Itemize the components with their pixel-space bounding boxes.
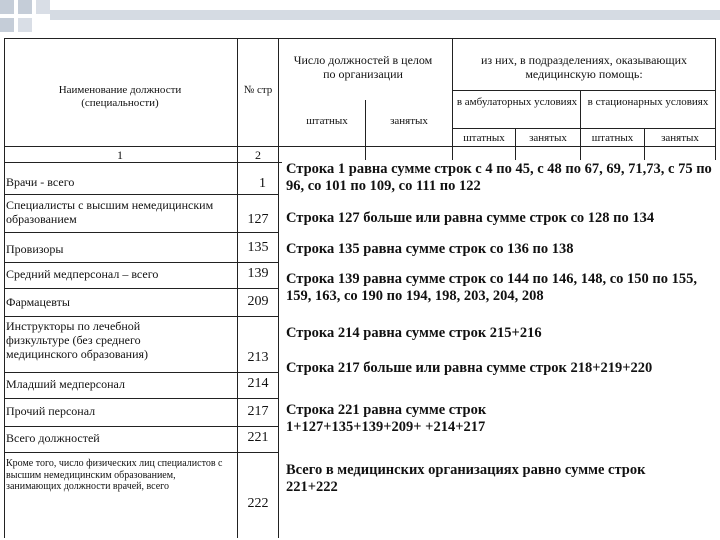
- note-row-1: Строка 1 равна сумме строк с 4 по 45, с 48 по 67, 69, 71,73, с 75 по 96, со 101 по 109, со 111 по 122: [282, 160, 718, 195]
- note-row-135: Строка 135 равна сумме строк со 136 по 138: [282, 240, 718, 259]
- row-number-221: 221: [247, 430, 269, 445]
- header-sub-group: из них, в подразделениях, оказывающих медицинскую помощь:: [480, 53, 688, 81]
- row-number-139: 139: [247, 266, 269, 281]
- row-number-1: 1: [259, 176, 266, 191]
- row-label-pharmacists: Провизоры: [6, 242, 64, 256]
- header-name-column: Наименование должности (специальности): [58, 84, 182, 109]
- note-row-139: Строка 139 равна сумме строк со 144 по 146, 148, со 150 по 155, 159, 163, со 190 по 194, 198, 203, 204, 208: [282, 270, 718, 305]
- note-row-214: Строка 214 равна сумме строк 215+216: [282, 324, 718, 343]
- row-label-junior-staff: Младший медперсонал: [6, 377, 125, 391]
- header-inpatient: в стационарных условиях: [587, 96, 709, 108]
- row-label-total-positions: Всего должностей: [6, 431, 100, 445]
- header-outpatient-staff: штатных: [463, 132, 505, 144]
- row-number-213: 213: [247, 350, 269, 365]
- row-number-214: 214: [247, 376, 269, 391]
- header-inpatient-occupied: занятых: [661, 132, 699, 144]
- note-row-221: Строка 221 равна сумме строк 1+127+135+139+209+ +214+217: [282, 401, 590, 436]
- header-staff: штатных: [306, 115, 348, 127]
- column-number-2: 2: [255, 148, 261, 162]
- header-inpatient-staff: штатных: [591, 132, 634, 144]
- row-number-209: 209: [247, 294, 269, 309]
- row-number-222: 222: [247, 496, 269, 511]
- column-number-1: 1: [117, 148, 123, 162]
- note-total: Всего в медицинских организациях равно сумме строк 221+222: [282, 461, 700, 496]
- header-num-column: № стр: [243, 84, 273, 96]
- row-label-physio-instructors: Инструкторы по лечебной физкультуре (без среднего медицинского образования): [6, 319, 149, 361]
- row-label-additional-persons: Кроме того, число физических лиц специалистов с высшим немедицинским образованием, занимающих должности врачей, всего: [6, 458, 223, 492]
- row-label-nursing-staff: Средний медперсонал – всего: [6, 267, 159, 281]
- note-row-127: Строка 127 больше или равна сумме строк со 128 по 134: [282, 209, 718, 228]
- header-occupied: занятых: [390, 115, 428, 127]
- row-label-pharmacy-technicians: Фармацевты: [6, 295, 70, 309]
- row-label-doctors: Врачи - всего: [6, 175, 75, 189]
- row-label-other-staff: Прочий персонал: [6, 404, 96, 418]
- row-label-non-medical-specialists: Специалисты с высшим немедицинским образованием: [6, 198, 214, 226]
- note-row-217: Строка 217 больше или равна сумме строк 218+219+220: [282, 359, 718, 378]
- row-number-127: 127: [247, 212, 269, 227]
- header-total-group: Число должностей в целом по организации: [293, 53, 433, 81]
- header-outpatient-occupied: занятых: [529, 132, 567, 144]
- row-number-135: 135: [247, 240, 269, 255]
- header-outpatient: в амбулаторных условиях: [456, 96, 578, 108]
- row-number-217: 217: [247, 404, 269, 419]
